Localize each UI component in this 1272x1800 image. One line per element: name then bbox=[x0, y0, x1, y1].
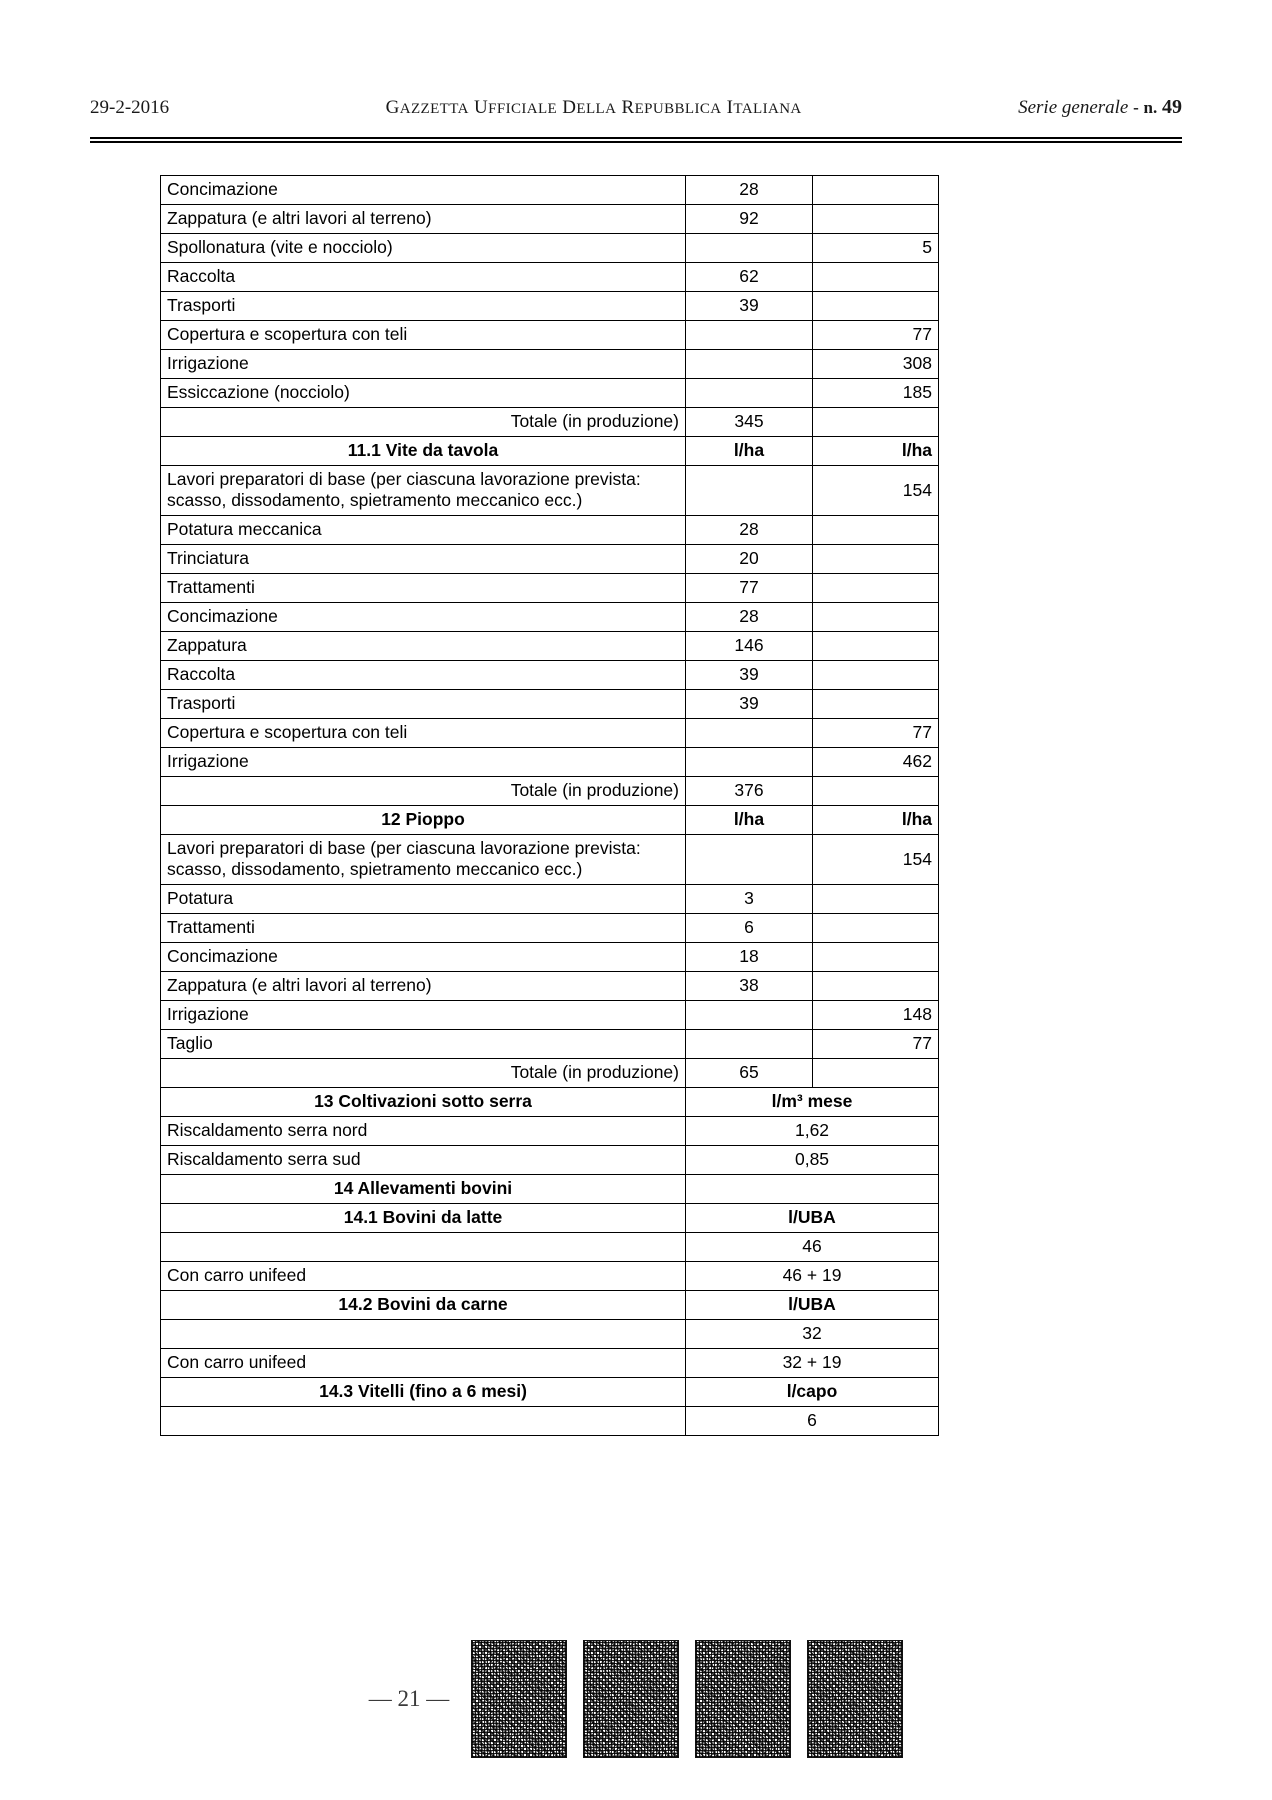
unit-cell: l/UBA bbox=[686, 1291, 939, 1320]
value-cell-col3 bbox=[813, 176, 939, 205]
unit-cell: l/UBA bbox=[686, 1204, 939, 1233]
header-series-abbr: n. bbox=[1143, 98, 1158, 117]
value-cell-col2 bbox=[686, 719, 813, 748]
datamatrix-code-icon bbox=[807, 1640, 903, 1758]
row-label: Trasporti bbox=[161, 690, 686, 719]
value-cell-col2: 28 bbox=[686, 603, 813, 632]
row-label: Trinciatura bbox=[161, 545, 686, 574]
header-rule bbox=[90, 137, 1182, 143]
table-row bbox=[161, 1030, 939, 1059]
row-label: Riscaldamento serra nord bbox=[161, 1117, 686, 1146]
value-cell-col3 bbox=[813, 603, 939, 632]
table-row bbox=[161, 1349, 939, 1378]
table-row bbox=[161, 1378, 939, 1407]
section-heading: 11.1 Vite da tavola bbox=[161, 437, 686, 466]
value-cell-col2: 20 bbox=[686, 545, 813, 574]
table-row bbox=[161, 806, 939, 835]
value-cell: 6 bbox=[686, 1407, 939, 1436]
value-cell-col2: 18 bbox=[686, 943, 813, 972]
table-row bbox=[161, 885, 939, 914]
value-cell-col3 bbox=[813, 292, 939, 321]
section-heading: 12 Pioppo bbox=[161, 806, 686, 835]
page-footer bbox=[0, 1640, 1272, 1758]
header-series bbox=[1018, 96, 1182, 119]
row-label: Trattamenti bbox=[161, 914, 686, 943]
row-label: Irrigazione bbox=[161, 748, 686, 777]
header-series-label: Serie generale bbox=[1018, 97, 1129, 118]
value-cell-col3: 77 bbox=[813, 719, 939, 748]
total-label: Totale (in produzione) bbox=[161, 1059, 686, 1088]
row-label: Lavori preparatori di base (per ciascuna lavorazione prevista: scasso, dissodamento, spietramento meccanico ecc.) bbox=[161, 466, 686, 516]
table-row bbox=[161, 292, 939, 321]
table-row bbox=[161, 1204, 939, 1233]
section-heading: 14 Allevamenti bovini bbox=[161, 1175, 686, 1204]
datamatrix-code-icon bbox=[695, 1640, 791, 1758]
table-row bbox=[161, 350, 939, 379]
row-label: Spollonatura (vite e nocciolo) bbox=[161, 234, 686, 263]
table-row bbox=[161, 466, 939, 516]
value-cell-col3 bbox=[813, 943, 939, 972]
table-row bbox=[161, 1117, 939, 1146]
section-heading: 13 Coltivazioni sotto serra bbox=[161, 1088, 686, 1117]
table-row bbox=[161, 263, 939, 292]
value-cell-col3 bbox=[813, 885, 939, 914]
datamatrix-code-icon bbox=[471, 1640, 567, 1758]
water-consumption-table bbox=[160, 175, 939, 1436]
row-label: Zappatura (e altri lavori al terreno) bbox=[161, 972, 686, 1001]
row-label: Trattamenti bbox=[161, 574, 686, 603]
row-label bbox=[161, 1320, 686, 1349]
value-cell-col3 bbox=[813, 408, 939, 437]
value-cell-col2 bbox=[686, 379, 813, 408]
table-row bbox=[161, 574, 939, 603]
row-label: Zappatura (e altri lavori al terreno) bbox=[161, 205, 686, 234]
table-row bbox=[161, 1407, 939, 1436]
value-cell-col2: 28 bbox=[686, 176, 813, 205]
table-row bbox=[161, 777, 939, 806]
value-cell-col2 bbox=[686, 321, 813, 350]
value-cell-col2: 28 bbox=[686, 516, 813, 545]
value-cell-col2 bbox=[686, 466, 813, 516]
value-cell-col2 bbox=[686, 1030, 813, 1059]
table-row bbox=[161, 835, 939, 885]
unit-cell: l/m³ mese bbox=[686, 1088, 939, 1117]
header-publication-text: GAZZETTA UFFICIALE DELLA REPUBBLICA ITALIANA bbox=[385, 97, 802, 118]
value-cell-col3: 77 bbox=[813, 1030, 939, 1059]
table-row bbox=[161, 1233, 939, 1262]
row-label: Taglio bbox=[161, 1030, 686, 1059]
table-row bbox=[161, 661, 939, 690]
value-cell-col2 bbox=[686, 350, 813, 379]
table-row bbox=[161, 205, 939, 234]
value-cell: 32 bbox=[686, 1320, 939, 1349]
table-row bbox=[161, 1001, 939, 1030]
value-cell-col3: 148 bbox=[813, 1001, 939, 1030]
header-date: 29-2-2016 bbox=[90, 97, 170, 118]
section-heading: 14.2 Bovini da carne bbox=[161, 1291, 686, 1320]
unit-cell-col3: l/ha bbox=[813, 806, 939, 835]
value-cell-col3: 308 bbox=[813, 350, 939, 379]
value-cell-col3 bbox=[813, 690, 939, 719]
table-body bbox=[161, 176, 939, 1436]
value-cell-col3 bbox=[813, 263, 939, 292]
value-cell-col3: 462 bbox=[813, 748, 939, 777]
table-row bbox=[161, 1262, 939, 1291]
header-series-separator: - bbox=[1133, 98, 1139, 117]
value-cell: 32 + 19 bbox=[686, 1349, 939, 1378]
value-cell-col2: 39 bbox=[686, 292, 813, 321]
code-blocks bbox=[471, 1640, 903, 1758]
row-label: Con carro unifeed bbox=[161, 1349, 686, 1378]
table-row bbox=[161, 1320, 939, 1349]
value-cell-col2: 62 bbox=[686, 263, 813, 292]
unit-cell-col2: l/ha bbox=[686, 806, 813, 835]
value-cell-col2: 77 bbox=[686, 574, 813, 603]
section-heading: 14.3 Vitelli (fino a 6 mesi) bbox=[161, 1378, 686, 1407]
table-row bbox=[161, 972, 939, 1001]
value-cell-col3 bbox=[813, 574, 939, 603]
value-cell-col3 bbox=[813, 661, 939, 690]
value-cell-col3 bbox=[813, 632, 939, 661]
value-cell-col3 bbox=[813, 545, 939, 574]
row-label: Potatura bbox=[161, 885, 686, 914]
table-row bbox=[161, 719, 939, 748]
value-cell-col3: 154 bbox=[813, 835, 939, 885]
table-row bbox=[161, 603, 939, 632]
value-cell-col3: 185 bbox=[813, 379, 939, 408]
row-label: Zappatura bbox=[161, 632, 686, 661]
row-label: Irrigazione bbox=[161, 1001, 686, 1030]
header-series-number: 49 bbox=[1162, 96, 1182, 118]
table-row bbox=[161, 632, 939, 661]
value-cell: 0,85 bbox=[686, 1146, 939, 1175]
value-cell-col2: 6 bbox=[686, 914, 813, 943]
unit-cell-col2: l/ha bbox=[686, 437, 813, 466]
section-heading: 14.1 Bovini da latte bbox=[161, 1204, 686, 1233]
value-cell bbox=[686, 1175, 939, 1204]
value-cell-col2 bbox=[686, 234, 813, 263]
table-row bbox=[161, 1088, 939, 1117]
row-label bbox=[161, 1407, 686, 1436]
table-row bbox=[161, 914, 939, 943]
row-label bbox=[161, 1233, 686, 1262]
water-consumption-table-container bbox=[160, 175, 938, 1436]
row-label: Lavori preparatori di base (per ciascuna lavorazione prevista: scasso, dissodamento, spietramento meccanico ecc.) bbox=[161, 835, 686, 885]
value-cell-col2: 376 bbox=[686, 777, 813, 806]
table-row bbox=[161, 1291, 939, 1320]
page-header bbox=[90, 96, 1182, 136]
value-cell-col2 bbox=[686, 1001, 813, 1030]
row-label: Concimazione bbox=[161, 603, 686, 632]
unit-cell-col3: l/ha bbox=[813, 437, 939, 466]
value-cell-col3 bbox=[813, 516, 939, 545]
table-row bbox=[161, 437, 939, 466]
value-cell-col2: 345 bbox=[686, 408, 813, 437]
row-label: Essiccazione (nocciolo) bbox=[161, 379, 686, 408]
value-cell-col2: 39 bbox=[686, 661, 813, 690]
value-cell: 1,62 bbox=[686, 1117, 939, 1146]
table-row bbox=[161, 321, 939, 350]
row-label: Copertura e scopertura con teli bbox=[161, 719, 686, 748]
table-row bbox=[161, 176, 939, 205]
row-label: Raccolta bbox=[161, 661, 686, 690]
value-cell-col3 bbox=[813, 914, 939, 943]
row-label: Irrigazione bbox=[161, 350, 686, 379]
table-row bbox=[161, 516, 939, 545]
value-cell-col2: 146 bbox=[686, 632, 813, 661]
value-cell-col2: 38 bbox=[686, 972, 813, 1001]
value-cell: 46 + 19 bbox=[686, 1262, 939, 1291]
value-cell-col2: 39 bbox=[686, 690, 813, 719]
value-cell-col3: 154 bbox=[813, 466, 939, 516]
row-label: Riscaldamento serra sud bbox=[161, 1146, 686, 1175]
page-number: — 21 — bbox=[368, 1686, 450, 1711]
row-label: Potatura meccanica bbox=[161, 516, 686, 545]
header-publication-title bbox=[386, 97, 802, 119]
value-cell-col2 bbox=[686, 835, 813, 885]
row-label: Trasporti bbox=[161, 292, 686, 321]
table-row bbox=[161, 748, 939, 777]
value-cell-col2: 92 bbox=[686, 205, 813, 234]
value-cell-col3: 77 bbox=[813, 321, 939, 350]
table-row bbox=[161, 408, 939, 437]
table-row bbox=[161, 545, 939, 574]
row-label: Concimazione bbox=[161, 943, 686, 972]
row-label: Concimazione bbox=[161, 176, 686, 205]
datamatrix-code-icon bbox=[583, 1640, 679, 1758]
table-row bbox=[161, 690, 939, 719]
value-cell-col2 bbox=[686, 748, 813, 777]
table-row bbox=[161, 379, 939, 408]
table-row bbox=[161, 1146, 939, 1175]
value-cell-col2: 65 bbox=[686, 1059, 813, 1088]
row-label: Raccolta bbox=[161, 263, 686, 292]
value-cell-col3: 5 bbox=[813, 234, 939, 263]
value-cell: 46 bbox=[686, 1233, 939, 1262]
value-cell-col3 bbox=[813, 1059, 939, 1088]
value-cell-col3 bbox=[813, 777, 939, 806]
total-label: Totale (in produzione) bbox=[161, 777, 686, 806]
total-label: Totale (in produzione) bbox=[161, 408, 686, 437]
value-cell-col3 bbox=[813, 972, 939, 1001]
table-row bbox=[161, 1175, 939, 1204]
table-row bbox=[161, 1059, 939, 1088]
table-row bbox=[161, 234, 939, 263]
value-cell-col3 bbox=[813, 205, 939, 234]
table-row bbox=[161, 943, 939, 972]
row-label: Copertura e scopertura con teli bbox=[161, 321, 686, 350]
unit-cell: l/capo bbox=[686, 1378, 939, 1407]
value-cell-col2: 3 bbox=[686, 885, 813, 914]
row-label: Con carro unifeed bbox=[161, 1262, 686, 1291]
